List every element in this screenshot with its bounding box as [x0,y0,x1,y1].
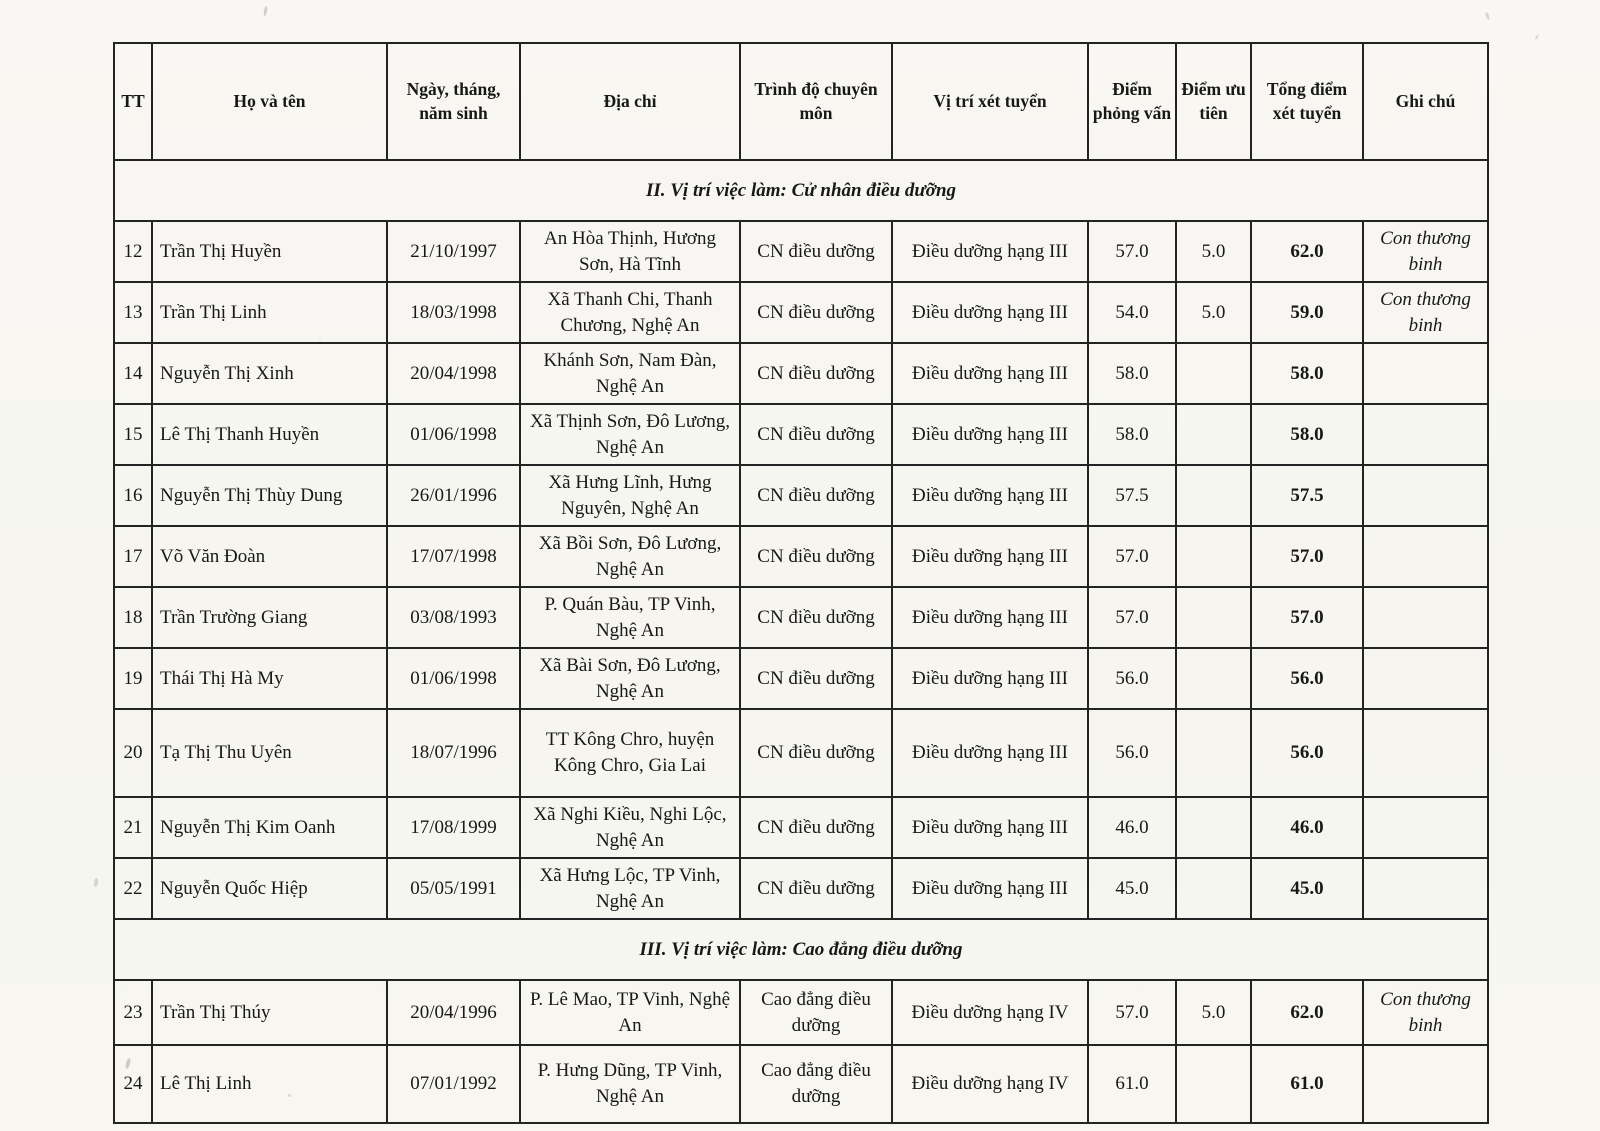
cell-qualification: CN điều dưỡng [740,797,892,858]
cell-qualification: CN điều dưỡng [740,587,892,648]
table-row [114,526,1488,587]
table-row [114,587,1488,648]
cell-qualification: CN điều dưỡng [740,404,892,465]
cell-total: 57.0 [1251,587,1363,648]
cell-priority [1176,648,1251,709]
cell-qualification: CN điều dưỡng [740,648,892,709]
table-header [114,43,1488,160]
cell-total: 57.0 [1251,526,1363,587]
column-header-position: Vị trí xét tuyển [892,43,1088,160]
cell-name: Nguyễn Quốc Hiệp [152,858,387,919]
column-header-address: Địa chỉ [520,43,740,160]
cell-position: Điều dưỡng hạng III [892,221,1088,282]
cell-note [1363,526,1488,587]
table-row [114,709,1488,797]
cell-interview: 58.0 [1088,343,1176,404]
cell-dob: 26/01/1996 [387,465,520,526]
cell-dob: 03/08/1993 [387,587,520,648]
cell-dob: 18/03/1998 [387,282,520,343]
cell-dob: 18/07/1996 [387,709,520,797]
cell-name: Trần Thị Huyền [152,221,387,282]
cell-address: P. Quán Bàu, TP Vinh, Nghệ An [520,587,740,648]
table-row [114,343,1488,404]
cell-dob: 05/05/1991 [387,858,520,919]
cell-position: Điều dưỡng hạng III [892,343,1088,404]
cell-dob: 20/04/1998 [387,343,520,404]
cell-priority [1176,797,1251,858]
cell-name: Trần Thị Linh [152,282,387,343]
cell-qualification: CN điều dưỡng [740,343,892,404]
cell-tt: 23 [114,980,152,1045]
cell-interview: 57.0 [1088,526,1176,587]
table-row [114,797,1488,858]
cell-priority [1176,587,1251,648]
cell-name: Lê Thị Thanh Huyền [152,404,387,465]
table-row [114,404,1488,465]
section-title-row [114,160,1488,221]
cell-address: P. Lê Mao, TP Vinh, Nghệ An [520,980,740,1045]
cell-priority: 5.0 [1176,980,1251,1045]
column-header-tt: TT [114,43,152,160]
cell-address: Xã Thanh Chi, Thanh Chương, Nghệ An [520,282,740,343]
column-header-note: Ghi chú [1363,43,1488,160]
cell-qualification: Cao đẳng điều dưỡng [740,1045,892,1123]
cell-tt: 15 [114,404,152,465]
cell-address: TT Kông Chro, huyện Kông Chro, Gia Lai [520,709,740,797]
cell-interview: 58.0 [1088,404,1176,465]
cell-qualification: CN điều dưỡng [740,282,892,343]
cell-tt: 21 [114,797,152,858]
cell-address: Khánh Sơn, Nam Đàn, Nghệ An [520,343,740,404]
cell-tt: 16 [114,465,152,526]
cell-dob: 17/07/1998 [387,526,520,587]
cell-total: 62.0 [1251,221,1363,282]
cell-dob: 01/06/1998 [387,404,520,465]
cell-dob: 17/08/1999 [387,797,520,858]
cell-dob: 21/10/1997 [387,221,520,282]
cell-note [1363,797,1488,858]
table-row [114,282,1488,343]
cell-interview: 61.0 [1088,1045,1176,1123]
cell-note [1363,465,1488,526]
cell-position: Điều dưỡng hạng III [892,587,1088,648]
cell-dob: 07/01/1992 [387,1045,520,1123]
cell-priority [1176,858,1251,919]
cell-position: Điều dưỡng hạng III [892,858,1088,919]
cell-note [1363,648,1488,709]
cell-name: Tạ Thị Thu Uyên [152,709,387,797]
column-header-dob: Ngày, tháng, năm sinh [387,43,520,160]
cell-tt: 12 [114,221,152,282]
cell-name: Nguyễn Thị Kim Oanh [152,797,387,858]
cell-note: Con thương binh [1363,980,1488,1045]
header-row [114,43,1488,160]
cell-name: Nguyễn Thị Thùy Dung [152,465,387,526]
cell-address: Xã Bồi Sơn, Đô Lương, Nghệ An [520,526,740,587]
cell-tt: 13 [114,282,152,343]
cell-position: Điều dưỡng hạng III [892,709,1088,797]
table-row [114,1045,1488,1123]
cell-total: 56.0 [1251,648,1363,709]
table-row [114,465,1488,526]
cell-qualification: CN điều dưỡng [740,709,892,797]
cell-interview: 57.0 [1088,980,1176,1045]
cell-qualification: CN điều dưỡng [740,858,892,919]
cell-name: Võ Văn Đoàn [152,526,387,587]
cell-qualification: Cao đẳng điều dưỡng [740,980,892,1045]
cell-tt: 20 [114,709,152,797]
cell-address: Xã Hưng Lộc, TP Vinh, Nghệ An [520,858,740,919]
cell-priority [1176,709,1251,797]
cell-note [1363,404,1488,465]
column-header-priority: Điểm ưu tiên [1176,43,1251,160]
cell-note: Con thương binh [1363,221,1488,282]
candidate-results-table [113,42,1489,1124]
cell-position: Điều dưỡng hạng III [892,404,1088,465]
cell-position: Điều dưỡng hạng III [892,465,1088,526]
cell-address: P. Hưng Dũng, TP Vinh, Nghệ An [520,1045,740,1123]
table-body [114,160,1488,1123]
cell-name: Trần Trường Giang [152,587,387,648]
scan-speck [93,878,98,887]
table-row [114,221,1488,282]
column-header-qualification: Trình độ chuyên môn [740,43,892,160]
cell-interview: 54.0 [1088,282,1176,343]
cell-name: Trần Thị Thúy [152,980,387,1045]
cell-position: Điều dưỡng hạng III [892,648,1088,709]
cell-position: Điều dưỡng hạng IV [892,1045,1088,1123]
cell-position: Điều dưỡng hạng III [892,797,1088,858]
cell-note [1363,858,1488,919]
cell-note: Con thương binh [1363,282,1488,343]
scan-speck [1485,12,1491,21]
cell-total: 61.0 [1251,1045,1363,1123]
cell-qualification: CN điều dưỡng [740,465,892,526]
cell-interview: 57.0 [1088,587,1176,648]
cell-tt: 24 [114,1045,152,1123]
cell-position: Điều dưỡng hạng III [892,282,1088,343]
cell-interview: 56.0 [1088,709,1176,797]
cell-total: 45.0 [1251,858,1363,919]
cell-address: Xã Bài Sơn, Đô Lương, Nghệ An [520,648,740,709]
cell-interview: 57.5 [1088,465,1176,526]
cell-priority [1176,465,1251,526]
cell-priority: 5.0 [1176,221,1251,282]
cell-tt: 22 [114,858,152,919]
cell-total: 56.0 [1251,709,1363,797]
cell-interview: 57.0 [1088,221,1176,282]
cell-priority [1176,526,1251,587]
cell-note [1363,709,1488,797]
cell-total: 58.0 [1251,343,1363,404]
scan-speck [263,6,268,16]
table-row [114,980,1488,1045]
cell-total: 59.0 [1251,282,1363,343]
cell-interview: 46.0 [1088,797,1176,858]
section-title-row [114,919,1488,980]
cell-name: Lê Thị Linh [152,1045,387,1123]
cell-total: 62.0 [1251,980,1363,1045]
cell-priority [1176,404,1251,465]
column-header-interview: Điểm phỏng vấn [1088,43,1176,160]
cell-tt: 14 [114,343,152,404]
cell-position: Điều dưỡng hạng IV [892,980,1088,1045]
cell-address: Xã Nghi Kiều, Nghi Lộc, Nghệ An [520,797,740,858]
cell-priority: 5.0 [1176,282,1251,343]
cell-name: Nguyễn Thị Xinh [152,343,387,404]
cell-note [1363,343,1488,404]
cell-name: Thái Thị Hà My [152,648,387,709]
section-title: III. Vị trí việc làm: Cao đẳng điều dưỡng [114,919,1488,980]
cell-interview: 56.0 [1088,648,1176,709]
cell-dob: 20/04/1996 [387,980,520,1045]
cell-interview: 45.0 [1088,858,1176,919]
cell-tt: 17 [114,526,152,587]
cell-address: Xã Hưng Lĩnh, Hưng Nguyên, Nghệ An [520,465,740,526]
cell-position: Điều dưỡng hạng III [892,526,1088,587]
column-header-total: Tổng điểm xét tuyển [1251,43,1363,160]
cell-tt: 18 [114,587,152,648]
cell-total: 57.5 [1251,465,1363,526]
scan-speck [1535,34,1540,40]
column-header-name: Họ và tên [152,43,387,160]
table-row [114,858,1488,919]
section-title: II. Vị trí việc làm: Cử nhân điều dưỡng [114,160,1488,221]
cell-address: Xã Thịnh Sơn, Đô Lương, Nghệ An [520,404,740,465]
cell-total: 58.0 [1251,404,1363,465]
cell-total: 46.0 [1251,797,1363,858]
cell-qualification: CN điều dưỡng [740,221,892,282]
cell-priority [1176,1045,1251,1123]
cell-note [1363,587,1488,648]
table-row [114,648,1488,709]
cell-tt: 19 [114,648,152,709]
cell-priority [1176,343,1251,404]
cell-address: An Hòa Thịnh, Hương Sơn, Hà Tĩnh [520,221,740,282]
cell-qualification: CN điều dưỡng [740,526,892,587]
cell-dob: 01/06/1998 [387,648,520,709]
cell-note [1363,1045,1488,1123]
